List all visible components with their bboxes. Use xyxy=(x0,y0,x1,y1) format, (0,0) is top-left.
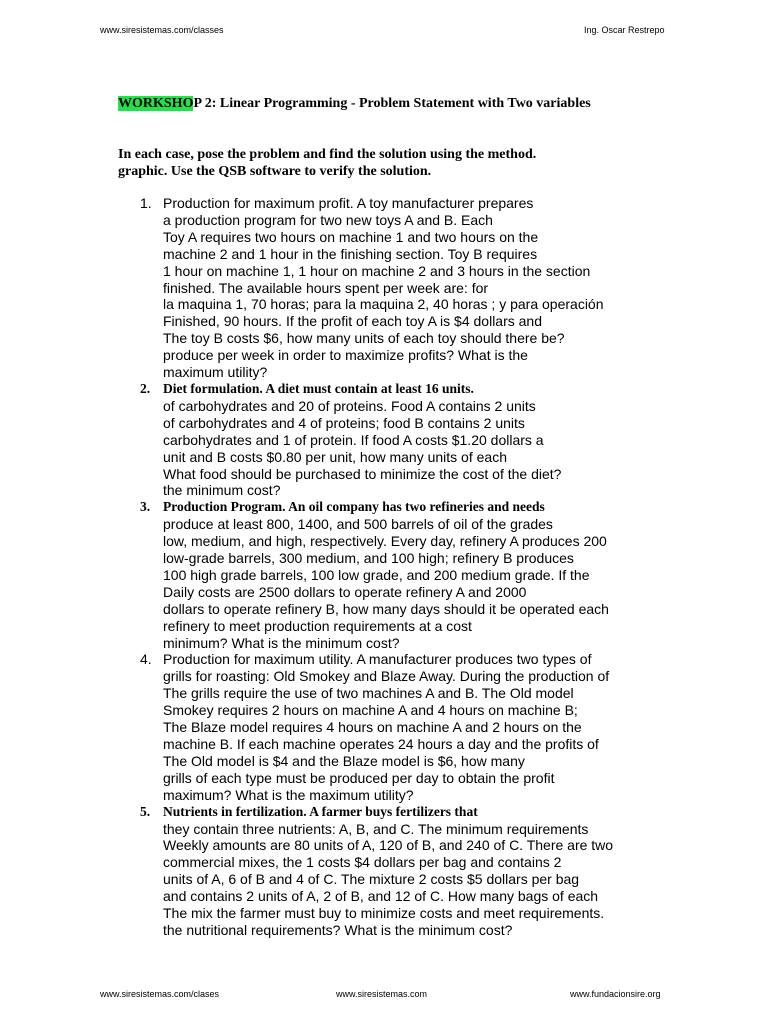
problem-number: 4. xyxy=(140,651,152,668)
problem-line: low, medium, and high, respectively. Every day, refinery A produces 200 xyxy=(163,533,607,550)
instructions-line: In each case, pose the problem and find the solution using the method. xyxy=(118,147,537,162)
problem-line: Toy A requires two hours on machine 1 and two hours on the xyxy=(163,228,539,245)
instructions xyxy=(118,146,638,180)
problem-item xyxy=(140,499,740,651)
problem-line: grills for roasting: Old Smokey and Blaze Away. During the production of xyxy=(163,668,610,685)
problem-line: Daily costs are 2500 dollars to operate refinery A and 2000 xyxy=(163,583,527,600)
problem-line: of carbohydrates and 20 of proteins. Food A contains 2 units xyxy=(163,397,536,414)
workshop-title xyxy=(118,95,618,112)
problem-line: The grills require the use of two machines A and B. The Old model xyxy=(163,685,574,702)
problem-line: Finished, 90 hours. If the profit of each toy A is $4 dollars and xyxy=(163,313,543,330)
problem-line: The Blaze model requires 4 hours on machine A and 2 hours on the xyxy=(163,719,582,736)
problem-line: of carbohydrates and 4 of proteins; food B contains 2 units xyxy=(163,414,525,431)
problem-line: dollars to operate refinery B, how many days should it be operated each xyxy=(163,600,609,617)
problem-line: The Old model is $4 and the Blaze model is $6, how many xyxy=(163,752,525,769)
problem-line: machine 2 and 1 hour in the finishing section. Toy B requires xyxy=(163,245,538,262)
title-highlight: WORKSHO xyxy=(118,96,194,111)
problem-line: commercial mixes, the 1 costs $4 dollars per bag and contains 2 xyxy=(163,854,562,871)
header-left-url: www.siresistemas.com/classes xyxy=(100,25,224,35)
problem-line: finished. The available hours spent per week are: for xyxy=(163,279,489,296)
title-rest: P 2: Linear Programming - Problem Statement with Two variables xyxy=(193,96,591,111)
problem-line: and contains 2 units of A, 2 of B, and 12 of C. How many bags of each xyxy=(163,888,599,905)
problem-line: Nutrients in fertilization. A farmer buys fertilizers that xyxy=(163,803,478,819)
problem-number: 3. xyxy=(140,499,151,515)
footer-center-url: www.siresistemas.com xyxy=(336,989,428,999)
problem-item xyxy=(140,195,740,381)
problem-line: Diet formulation. A diet must contain at least 16 units. xyxy=(163,380,474,396)
problem-line: machine B. If each machine operates 24 hours a day and the profits of xyxy=(163,736,599,752)
problem-line: refinery to meet production requirements at a cost xyxy=(163,617,472,634)
problem-line: produce per week in order to maximize profits? What is the xyxy=(163,347,528,364)
problem-line: 1 hour on machine 1, 1 hour on machine 2 and 3 hours in the section xyxy=(163,262,591,279)
problem-line: a production program for two new toys A and B. Each xyxy=(163,211,493,228)
problem-number: 5. xyxy=(140,803,151,819)
problem-item xyxy=(140,651,740,803)
problem-line: maximum utility? xyxy=(163,364,268,381)
problem-list xyxy=(140,195,740,939)
problem-line: What food should be purchased to minimize the cost of the diet? xyxy=(163,465,562,482)
problem-line: Production for maximum utility. A manufacturer produces two types of xyxy=(163,651,592,668)
problem-line: The toy B costs $6, how many units of each toy should there be? xyxy=(163,330,565,347)
problem-line: Weekly amounts are 80 units of A, 120 of B, and 240 of C. There are two xyxy=(163,837,614,854)
problem-line: The mix the farmer must buy to minimize costs and meet requirements. xyxy=(163,905,605,922)
problem-line: Smokey requires 2 hours on machine A and 4 hours on machine B; xyxy=(163,702,578,719)
problem-line: low-grade barrels, 300 medium, and 100 high; refinery B produces xyxy=(163,550,574,567)
problem-line: Production Program. An oil company has two refineries and needs xyxy=(163,499,545,515)
problem-number: 2. xyxy=(140,380,151,396)
instructions-line: graphic. Use the QSB software to verify the solution. xyxy=(118,164,432,179)
problem-line: unit and B costs $0.80 per unit, how many units of each xyxy=(163,448,507,465)
problem-line: maximum? What is the maximum utility? xyxy=(163,786,414,803)
problem-line: carbohydrates and 1 of protein. If food A costs $1.20 dollars a xyxy=(163,431,544,448)
problem-line: produce at least 800, 1400, and 500 barrels of oil of the grades xyxy=(163,516,553,533)
problem-line: the minimum cost? xyxy=(163,482,281,499)
problem-line: the nutritional requirements? What is the minimum cost? xyxy=(163,921,513,938)
problem-line: units of A, 6 of B and 4 of C. The mixture 2 costs $5 dollars per bag xyxy=(163,871,580,888)
problem-line: they contain three nutrients: A, B, and C. The minimum requirements xyxy=(163,820,589,837)
problem-line: 100 high grade barrels, 100 low grade, and 200 medium grade. If the xyxy=(163,566,590,583)
footer-left-url: www.siresistemas.com/clases xyxy=(100,989,220,999)
problem-line: grills of each type must be produced per day to obtain the profit xyxy=(163,769,555,786)
problem-line: Production for maximum profit. A toy manufacturer prepares xyxy=(163,195,534,211)
problem-line: la maquina 1, 70 horas; para la maquina 2, 40 horas ; y para operación xyxy=(163,296,604,313)
problem-item xyxy=(140,381,740,499)
problem-item xyxy=(140,804,740,939)
problem-line: minimum? What is the minimum cost? xyxy=(163,634,400,651)
problem-number: 1. xyxy=(140,195,152,211)
footer-right-url: www.fundacionsire.org xyxy=(570,989,661,999)
header-author: Ing. Oscar Restrepo xyxy=(584,25,665,35)
